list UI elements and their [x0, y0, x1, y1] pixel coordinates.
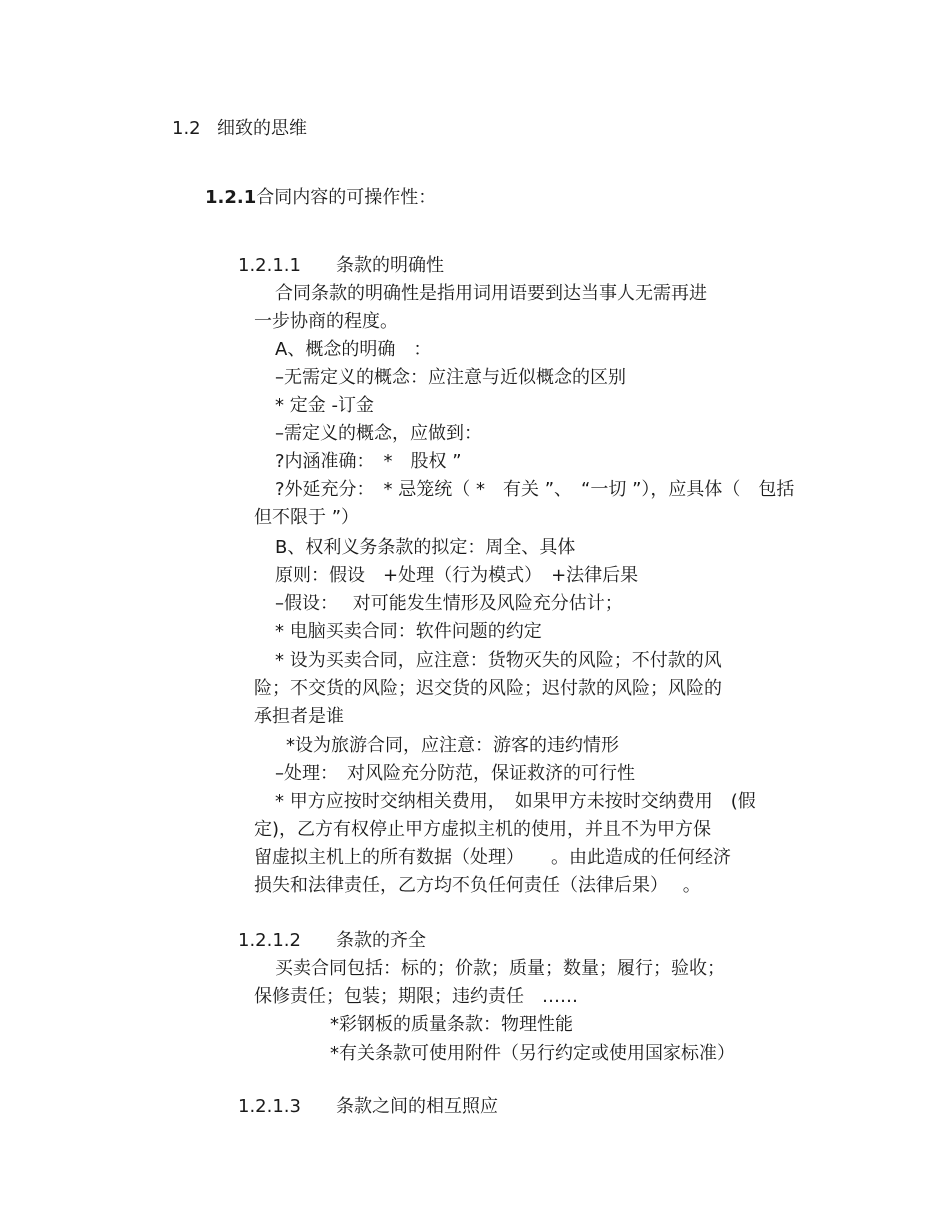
- clause-heading: [238, 254, 444, 278]
- section-number: 1.2: [172, 118, 201, 139]
- paragraph-line: 险；不交货的风险；迟交货的风险；迟付款的风险；风险的: [254, 678, 722, 699]
- paragraph-line: –需定义的概念，应做到：: [275, 423, 482, 444]
- paragraph-line: 合同条款的明确性是指用词用语要到达当事人无需再进: [275, 283, 707, 304]
- paragraph-line: 但不限于 ”）: [254, 507, 360, 528]
- paragraph-line: ?外延充分： * 忌笼统（ * 有关 ”、 “一切 ”），应具体（ 包括: [275, 479, 795, 500]
- clause-title: 条款之间的相互照应: [336, 1096, 498, 1117]
- paragraph-line: 买卖合同包括：标的；价款；质量；数量；履行；验收；: [275, 958, 725, 979]
- clause-number: 1.2.1.1: [238, 255, 301, 276]
- paragraph-line: * 设为买卖合同，应注意：货物灭失的风险；不付款的风: [275, 650, 722, 671]
- paragraph-line: 保修责任；包装；期限；违约责任 ……: [254, 986, 578, 1007]
- paragraph-line: *彩钢板的质量条款：物理性能: [330, 1014, 573, 1035]
- section-title: 细致的思维: [217, 118, 307, 139]
- paragraph-line: –假设： 对可能发生情形及风险充分估计；: [275, 593, 623, 614]
- paragraph-line: 损失和法律责任，乙方均不负任何责任（法律后果） 。: [254, 875, 701, 896]
- clause-heading: [238, 1095, 498, 1119]
- paragraph-line: –处理： 对风险充分防范，保证救济的可行性: [275, 763, 635, 784]
- paragraph-line: 一步协商的程度。: [254, 311, 398, 332]
- paragraph-line: *设为旅游合同，应注意：游客的违约情形: [286, 735, 619, 756]
- paragraph-line: 留虚拟主机上的所有数据（处理） 。由此造成的任何经济: [254, 847, 731, 868]
- paragraph-line: 定)，乙方有权停止甲方虚拟主机的使用，并且不为甲方保: [254, 819, 712, 840]
- paragraph-line: –无需定义的概念：应注意与近似概念的区别: [275, 367, 626, 388]
- paragraph-line: 原则：假设 +处理（行为模式） +法律后果: [275, 565, 639, 586]
- clause-heading: [238, 929, 426, 953]
- paragraph-line: 承担者是谁: [254, 706, 344, 727]
- clause-number: 1.2.1.2: [238, 930, 301, 951]
- paragraph-line: ?内涵准确： * 股权 ”: [275, 451, 462, 472]
- paragraph-line: B、权利义务条款的拟定：周全、具体: [275, 537, 576, 558]
- clause-title: 条款的齐全: [336, 930, 426, 951]
- paragraph-line: * 甲方应按时交纳相关费用， 如果甲方未按时交纳费用 (假: [275, 791, 756, 812]
- paragraph-line: * 电脑买卖合同：软件问题的约定: [275, 621, 542, 642]
- paragraph-line: *有关条款可使用附件（另行约定或使用国家标准）: [330, 1043, 735, 1064]
- subsection-number: 1.2.1: [205, 187, 257, 208]
- subsection-heading: [205, 186, 436, 210]
- paragraph-line: A、概念的明确 ：: [275, 339, 432, 360]
- clause-number: 1.2.1.3: [238, 1096, 301, 1117]
- subsection-title: 合同内容的可操作性：: [256, 187, 437, 208]
- clause-title: 条款的明确性: [336, 255, 444, 276]
- section-heading: [172, 117, 307, 141]
- paragraph-line: * 定金 -订金: [275, 395, 374, 416]
